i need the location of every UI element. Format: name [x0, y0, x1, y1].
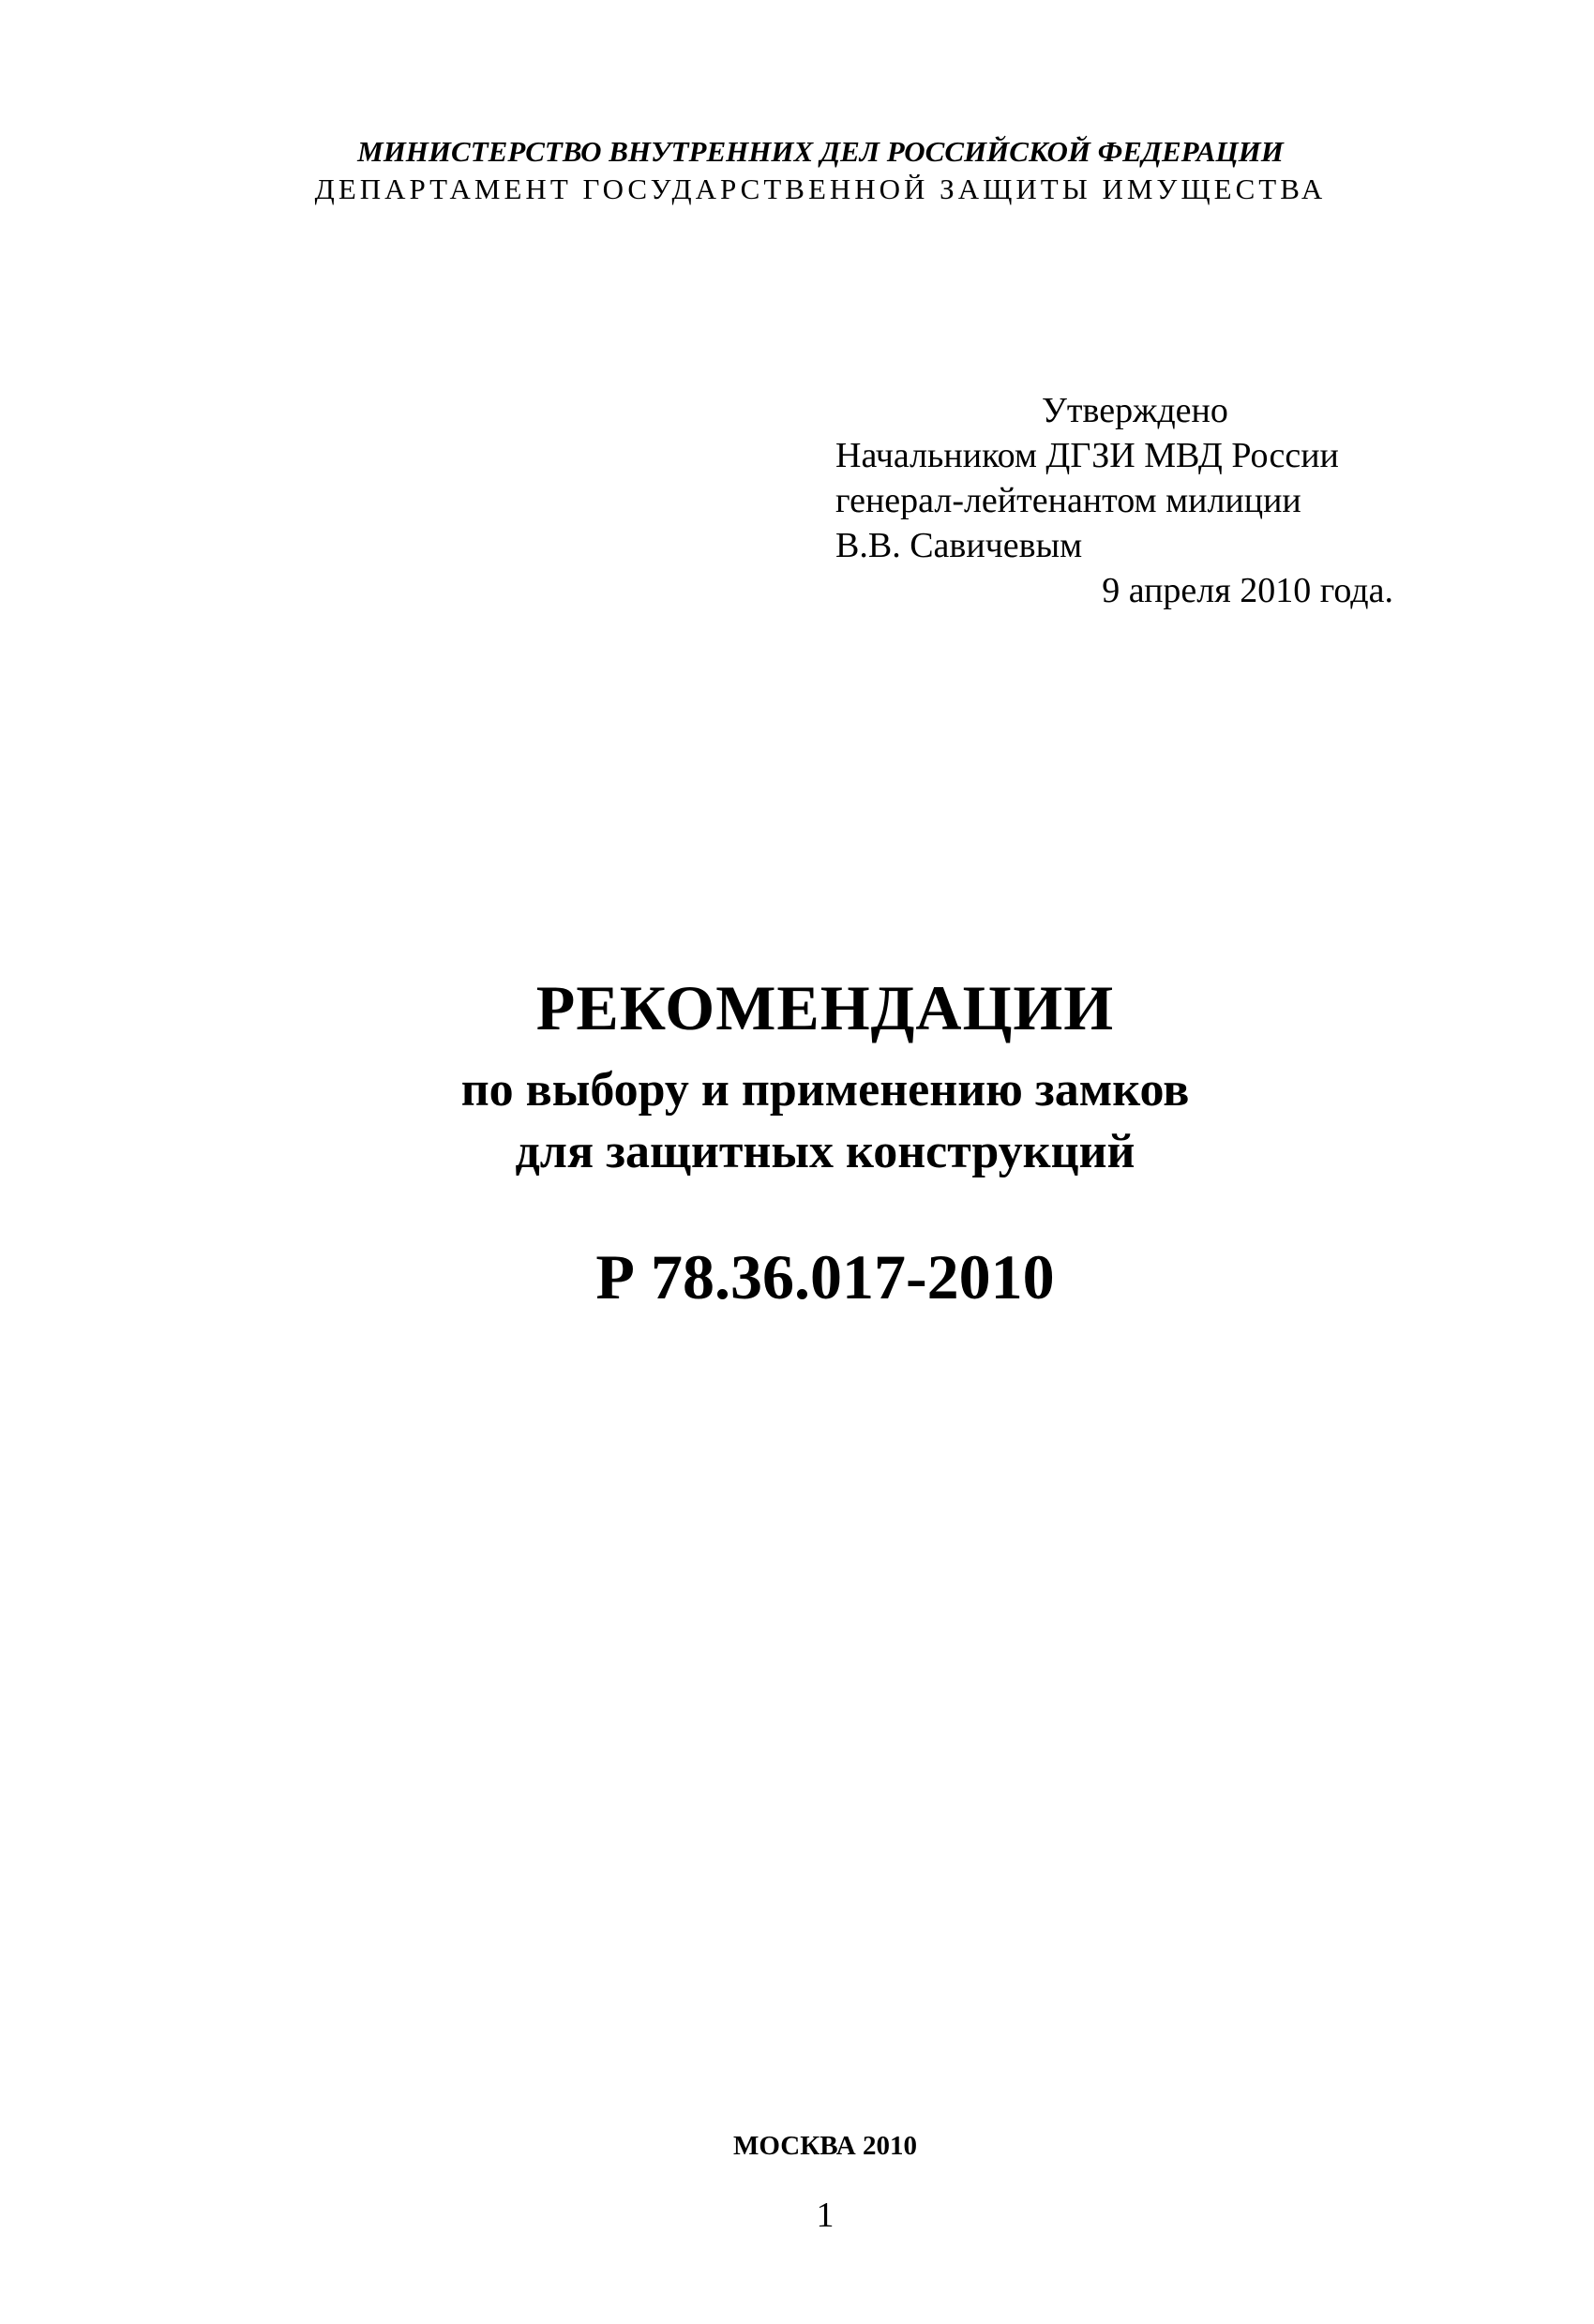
approval-block [835, 388, 1436, 613]
document-subtitle [0, 1059, 1594, 1183]
approval-rank: генерал-лейтенантом милиции [835, 481, 1301, 520]
department-name: ДЕПАРТАМЕНТ ГОСУДАРСТВЕННОЙ ЗАЩИТЫ ИМУЩЕСТВА [314, 172, 1327, 205]
approval-date: 9 апреля 2010 года. [1102, 571, 1393, 610]
document-title: РЕКОМЕНДАЦИИ [535, 972, 1115, 1043]
document-header [0, 133, 1594, 208]
subtitle-line: по выбору и применению замков [460, 1063, 1190, 1117]
document-code: Р 78.36.017-2010 [595, 1241, 1055, 1312]
approval-heading: Утверждено [1042, 391, 1228, 430]
approval-position: Начальником ДГЗИ МВД России [835, 436, 1339, 475]
page-number: 1 [816, 2196, 835, 2235]
ministry-name: МИНИСТЕРСТВО ВНУТРЕННИХ ДЕЛ РОССИЙСКОЙ ФЕДЕРАЦИИ [357, 135, 1284, 168]
publication-place-year: МОСКВА 2010 [733, 2131, 917, 2161]
subtitle-line: для защитных конструкций [515, 1125, 1135, 1178]
approval-signatory: В.В. Савичевым [835, 526, 1083, 565]
